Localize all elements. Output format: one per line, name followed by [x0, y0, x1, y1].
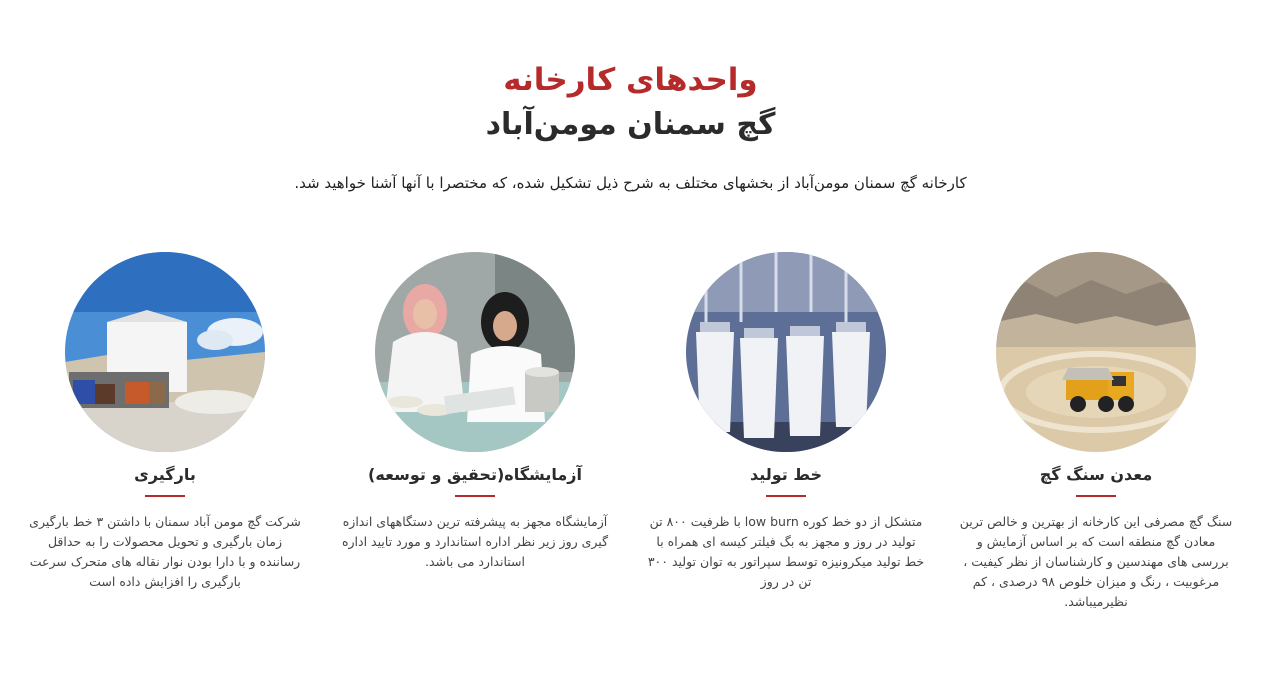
unit-title: معدن سنگ گچ — [1039, 465, 1153, 484]
unit-card-loading — [20, 252, 310, 592]
section-title: گچ سمنان مومن‌آباد — [485, 107, 776, 142]
unit-card-mine — [951, 252, 1241, 612]
unit-description: متشکل از دو خط کوره low burn با ظرفیت ۸۰۰ تن تولید در روز و مجهز به بگ فیلتر کیسه ای همراه با خط تولید میکرونیزه توسط سپراتور به توان تولید ۳۰۰ تن در روز — [647, 514, 925, 589]
loading-image — [65, 252, 265, 452]
unit-title: خط تولید — [749, 465, 823, 484]
production-line-image — [686, 252, 886, 452]
unit-card-production — [641, 252, 931, 592]
unit-description: آزمایشگاه مجهز به پیشرفته ترین دستگاههای اندازه گیری روز زیر نظر اداره استاندارد و مورد تایید اداره استاندارد می باشد. — [341, 514, 609, 569]
title-divider — [455, 495, 495, 497]
unit-description: شرکت گچ مومن آباد سمنان با داشتن ۳ خط بارگیری زمان بارگیری و تحویل محصولات را به حداقل رساننده و با دارا بودن نوار نقاله های متحرک سرعت بارگیری را افزایش داده است — [29, 514, 301, 589]
unit-card-laboratory — [330, 252, 620, 572]
laboratory-image — [375, 252, 575, 452]
unit-description: سنگ گچ مصرفی این کارخانه از بهترین و خالص ترین معادن گچ منطقه است که بر اساس آزمایش و بررسی های مهندسین و کارشناسان از نظر کیفیت ، مرغوبیت ، رنگ و میزان خلوص ۹۸ درصدی ، کم نظیرمیباشد. — [959, 514, 1233, 609]
unit-title: بارگیری — [134, 465, 196, 484]
mine-image — [996, 252, 1196, 452]
title-divider — [145, 495, 185, 497]
unit-title: آزمایشگاه(تحقیق و توسعه) — [368, 465, 582, 484]
section-intro: کارخانه گچ سمنان مومن‌آباد از بخشهای مختلف به شرح ذیل تشکیل شده، که مختصرا با آنها آشنا خواهید شد. — [294, 174, 967, 192]
units-grid — [0, 252, 1261, 652]
title-divider — [766, 495, 806, 497]
title-divider — [1076, 495, 1116, 497]
section-title-accent: واحدهای کارخانه — [503, 62, 758, 98]
